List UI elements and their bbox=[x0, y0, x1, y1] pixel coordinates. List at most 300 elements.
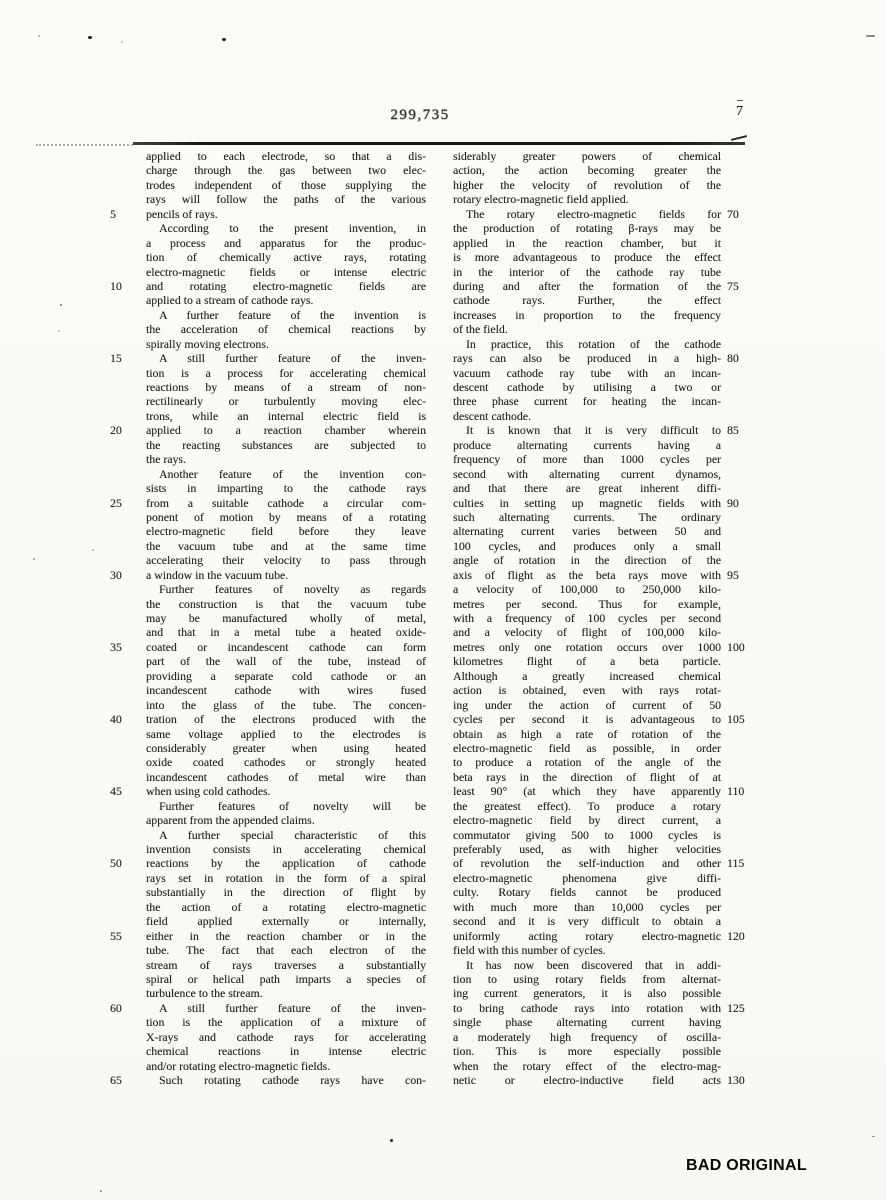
text-line bbox=[146, 582, 426, 596]
line-text: action is obtained, even with rays rotat- bbox=[453, 683, 721, 698]
line-text: uniformly acting rotary electro-magnetic bbox=[453, 928, 721, 943]
text-line bbox=[453, 799, 721, 813]
line-text: In practice, this rotation of the cathode bbox=[466, 336, 721, 351]
line-text: of the field. bbox=[453, 322, 508, 337]
line-text: such alternating currents. The ordinary bbox=[453, 509, 721, 524]
line-text: with a frequency of 100 cycles per second bbox=[453, 611, 721, 625]
line-text: invention consists in accelerating chemical bbox=[146, 842, 426, 856]
text-line bbox=[110, 423, 426, 438]
text-line bbox=[453, 380, 721, 394]
line-text: descent cathode by utilising a two or bbox=[453, 380, 721, 394]
line-text: culties in setting up magnetic fields with bbox=[453, 495, 721, 510]
text-line bbox=[146, 943, 426, 957]
line-number: 115 bbox=[727, 856, 745, 871]
line-text: angle of rotation in the direction of the bbox=[453, 553, 721, 568]
line-text: may be manufactured wholly of metal, bbox=[146, 611, 426, 625]
line-number: 65 bbox=[110, 1073, 122, 1087]
text-line bbox=[146, 481, 426, 495]
line-text: metres per second. Thus for example, bbox=[453, 596, 721, 611]
line-text: when the rotary effect of the electro-mag- bbox=[453, 1058, 721, 1073]
text-line bbox=[453, 1030, 721, 1044]
line-text: part of the wall of the tube, instead of bbox=[146, 654, 426, 669]
line-text: either in the reaction chamber or in the bbox=[146, 928, 426, 943]
line-number: 15 bbox=[110, 351, 122, 366]
line-text: spirally moving electrons. bbox=[146, 336, 269, 351]
text-line bbox=[146, 192, 426, 206]
text-line bbox=[146, 625, 426, 639]
line-text: tion of chemically active rays, rotating bbox=[146, 250, 426, 265]
line-text: A still further feature of the inven- bbox=[159, 1000, 426, 1015]
line-number: 20 bbox=[110, 423, 122, 438]
line-text: electro-magnetic phenomena give diffi- bbox=[453, 870, 721, 885]
text-line bbox=[146, 698, 426, 712]
text-line bbox=[146, 221, 426, 235]
print-speck bbox=[872, 1136, 875, 1137]
right-column bbox=[453, 149, 745, 1087]
text-line bbox=[146, 394, 426, 408]
line-text: the acceleration of chemical reactions by bbox=[146, 322, 426, 337]
line-text: The rotary electro-magnetic fields for bbox=[466, 206, 721, 221]
line-text: commutator giving 500 to 1000 cycles is bbox=[453, 827, 721, 842]
line-text: the vacuum tube and at the same time bbox=[146, 538, 426, 553]
line-number: 125 bbox=[727, 1000, 745, 1015]
line-text: spiral or helical path imparts a species of bbox=[146, 971, 426, 986]
line-text: and that there are great inherent diffi- bbox=[453, 481, 721, 496]
line-number: 60 bbox=[110, 1000, 122, 1015]
text-line bbox=[453, 597, 721, 611]
line-text: rays set in rotation in the form of a spiral bbox=[146, 870, 426, 885]
text-line bbox=[146, 1015, 426, 1029]
text-line bbox=[453, 423, 739, 438]
text-line bbox=[146, 366, 426, 380]
text-line bbox=[453, 1073, 745, 1087]
print-speck bbox=[58, 330, 60, 332]
text-line bbox=[146, 654, 426, 668]
line-text: field applied externally or internally, bbox=[146, 914, 426, 929]
text-line bbox=[453, 727, 721, 741]
text-line bbox=[453, 741, 721, 755]
text-line bbox=[110, 278, 426, 293]
text-line bbox=[110, 928, 426, 943]
line-text: and rotating electro-magnetic fields are bbox=[146, 278, 426, 293]
text-line bbox=[453, 236, 721, 250]
line-text: alternating current varies between 50 and bbox=[453, 524, 721, 539]
text-line bbox=[146, 236, 426, 250]
left-column bbox=[110, 149, 426, 1087]
line-text: of revolution the self-induction and other bbox=[453, 856, 721, 871]
line-text: tration of the electrons produced with the bbox=[146, 712, 426, 727]
line-text: Further features of novelty will be bbox=[159, 798, 426, 813]
line-number: 90 bbox=[727, 495, 739, 510]
text-line bbox=[453, 813, 721, 827]
print-speck bbox=[60, 304, 62, 306]
text-line bbox=[110, 495, 426, 510]
text-line bbox=[146, 539, 426, 553]
print-speck bbox=[121, 41, 123, 43]
patent-number: 299,735 bbox=[390, 107, 450, 123]
line-number: 75 bbox=[727, 278, 739, 293]
text-line bbox=[453, 366, 721, 380]
text-line bbox=[453, 308, 721, 322]
text-line bbox=[146, 265, 426, 279]
line-text: pencils of rays. bbox=[146, 206, 218, 221]
line-text: frequency of more than 1000 cycles per bbox=[453, 452, 721, 467]
line-text: cycles per second it is advantageous to bbox=[453, 712, 721, 727]
line-text: tion is the application of a mixture of bbox=[146, 1015, 426, 1030]
line-text: beta rays in the direction of flight of at bbox=[453, 769, 721, 784]
text-line bbox=[453, 683, 721, 697]
line-text: charge through the gas between two elec- bbox=[146, 163, 426, 178]
text-line bbox=[453, 1044, 721, 1058]
line-text: stream of rays traverses a substantially bbox=[146, 957, 426, 972]
line-text: same voltage applied to the electrodes is bbox=[146, 726, 426, 741]
line-text: 100 cycles, and produces only a small bbox=[453, 538, 721, 553]
line-text: field with this number of cycles. bbox=[453, 943, 606, 958]
line-text: ing under the action of current of 50 bbox=[453, 697, 721, 712]
text-line bbox=[146, 467, 426, 481]
line-text: the construction is that the vacuum tube bbox=[146, 596, 426, 611]
text-line bbox=[453, 654, 721, 668]
text-line bbox=[110, 351, 426, 366]
line-text: culty. Rotary fields cannot be produced bbox=[453, 885, 721, 900]
line-number: 40 bbox=[110, 712, 122, 727]
text-line bbox=[146, 149, 426, 163]
text-line bbox=[453, 770, 721, 784]
text-line bbox=[453, 582, 721, 596]
text-line bbox=[110, 1073, 426, 1087]
line-text: the rays. bbox=[146, 452, 186, 467]
text-line bbox=[146, 163, 426, 177]
text-line bbox=[146, 958, 426, 972]
line-number: 30 bbox=[110, 567, 122, 582]
text-line bbox=[453, 943, 721, 957]
text-line bbox=[146, 438, 426, 452]
text-line bbox=[146, 770, 426, 784]
text-line bbox=[146, 683, 426, 697]
line-text: It is known that it is very difficult to bbox=[466, 423, 721, 438]
line-text: accelerating their velocity to pass through bbox=[146, 553, 426, 568]
text-line bbox=[146, 293, 426, 307]
line-text: A further feature of the invention is bbox=[159, 307, 426, 322]
line-text: According to the present invention, in bbox=[159, 221, 426, 236]
text-line bbox=[146, 1059, 426, 1073]
line-text: X-rays and cathode rays for accelerating bbox=[146, 1029, 426, 1044]
line-text: higher the velocity of revolution of the bbox=[453, 177, 721, 192]
text-line bbox=[146, 885, 426, 899]
line-text: tion is a process for accelerating chemical bbox=[146, 365, 426, 380]
text-line bbox=[453, 337, 721, 351]
text-line bbox=[453, 163, 721, 177]
text-line bbox=[453, 611, 721, 625]
text-line bbox=[146, 611, 426, 625]
text-line bbox=[110, 1000, 426, 1015]
line-text: metres only one rotation occurs over 1000 bbox=[453, 639, 721, 654]
line-text: into the glass of the tube. The concen- bbox=[146, 697, 426, 712]
text-line bbox=[453, 885, 721, 899]
text-line bbox=[453, 972, 721, 986]
line-text: the production of rotating β-rays may be bbox=[453, 221, 721, 236]
line-number: 10 bbox=[110, 278, 122, 293]
line-text: the greatest effect). To produce a rotary bbox=[453, 798, 721, 813]
text-line bbox=[453, 828, 721, 842]
text-line bbox=[453, 278, 739, 293]
line-text: electro-magnetic field as possible, in order bbox=[453, 740, 721, 755]
line-text: rectilinearly or turbulently moving elec- bbox=[146, 394, 426, 409]
line-text: electro-magnetic field by direct current, a bbox=[453, 813, 721, 828]
text-line bbox=[146, 250, 426, 264]
text-line bbox=[453, 871, 721, 885]
text-line bbox=[453, 481, 721, 495]
print-speck bbox=[222, 38, 226, 41]
text-line bbox=[110, 784, 426, 799]
line-text: to produce a rotation of the angle of the bbox=[453, 755, 721, 770]
text-line bbox=[146, 409, 426, 423]
line-text: from a suitable cathode a circular com- bbox=[146, 495, 426, 510]
print-speck bbox=[38, 35, 40, 37]
text-line bbox=[146, 337, 426, 351]
line-number: 70 bbox=[727, 206, 739, 221]
line-text: apparent from the appended claims. bbox=[146, 813, 315, 828]
line-text: rays will follow the paths of the various bbox=[146, 192, 426, 207]
line-text: considerably greater when using heated bbox=[146, 740, 426, 755]
text-line bbox=[453, 1000, 745, 1015]
line-text: during and after the formation of the bbox=[453, 278, 721, 293]
line-text: to bring cathode rays into rotation with bbox=[453, 1000, 721, 1015]
line-text: kilometres flight of a beta particle. bbox=[453, 654, 721, 669]
text-line bbox=[453, 900, 721, 914]
line-text: coated or incandescent cathode can form bbox=[146, 639, 426, 654]
text-line bbox=[453, 265, 721, 279]
text-line bbox=[453, 394, 721, 408]
line-number: 5 bbox=[110, 206, 116, 221]
text-line bbox=[453, 625, 721, 639]
line-text: tion to using rotary fields from alternat- bbox=[453, 971, 721, 986]
text-line bbox=[146, 741, 426, 755]
line-text: three phase current for heating the incan- bbox=[453, 394, 721, 409]
line-text: tube. The fact that each electron of the bbox=[146, 943, 426, 958]
text-line bbox=[453, 669, 721, 683]
line-text: preferably used, as with higher velocities bbox=[453, 842, 721, 856]
line-text: electro-magnetic field before they leave bbox=[146, 524, 426, 539]
print-speck bbox=[33, 558, 35, 560]
text-line bbox=[453, 409, 721, 423]
print-speck bbox=[390, 1139, 393, 1142]
text-line bbox=[453, 149, 721, 163]
line-text: vacuum cathode ray tube with an incan- bbox=[453, 365, 721, 380]
line-text: a moderately high frequency of oscilla- bbox=[453, 1029, 721, 1044]
text-line bbox=[146, 1030, 426, 1044]
line-text: a process and apparatus for the produc- bbox=[146, 235, 426, 250]
line-text: netic or electro-inductive field acts bbox=[453, 1073, 721, 1087]
line-number: 25 bbox=[110, 495, 122, 510]
line-text: Another feature of the invention con- bbox=[159, 466, 426, 481]
line-text: action, the action becoming greater the bbox=[453, 163, 721, 178]
text-line bbox=[453, 755, 721, 769]
text-line bbox=[146, 900, 426, 914]
line-text: cathode rays. Further, the effect bbox=[453, 293, 721, 308]
text-line bbox=[453, 698, 721, 712]
header-rule-hook bbox=[731, 135, 747, 141]
text-line bbox=[146, 510, 426, 524]
text-line bbox=[453, 639, 745, 654]
line-number: 85 bbox=[727, 423, 739, 438]
text-line bbox=[453, 438, 721, 452]
line-text: Although a greatly increased chemical bbox=[453, 668, 721, 683]
line-text: Such rotating cathode rays have con- bbox=[159, 1073, 426, 1087]
line-text: is more advantageous to produce the effect bbox=[453, 250, 721, 265]
line-text: the action of a rotating electro-magnetic bbox=[146, 899, 426, 914]
text-line bbox=[453, 567, 739, 582]
text-line bbox=[453, 539, 721, 553]
line-text: A still further feature of the inven- bbox=[159, 351, 426, 366]
text-line bbox=[453, 958, 721, 972]
text-line bbox=[453, 192, 721, 206]
text-line bbox=[453, 293, 721, 307]
text-line bbox=[453, 351, 739, 366]
text-line bbox=[146, 524, 426, 538]
line-number: 100 bbox=[727, 639, 745, 654]
text-line bbox=[453, 1015, 721, 1029]
line-text: siderably greater powers of chemical bbox=[453, 149, 721, 163]
page-number: 7 bbox=[736, 104, 743, 119]
text-line bbox=[453, 842, 721, 856]
line-text: trons, while an internal electric field is bbox=[146, 408, 426, 423]
text-line bbox=[453, 928, 745, 943]
line-text: with much more than 10,000 cycles per bbox=[453, 899, 721, 914]
line-text: a window in the vacuum tube. bbox=[146, 567, 289, 582]
text-line bbox=[146, 813, 426, 827]
line-text: ponent of motion by means of a rotating bbox=[146, 509, 426, 524]
line-text: Further features of novelty as regards bbox=[159, 582, 426, 597]
text-line bbox=[453, 1059, 721, 1073]
line-text: trodes independent of those supplying the bbox=[146, 177, 426, 192]
line-text: incandescent cathodes of metal wire than bbox=[146, 769, 426, 784]
line-text: second with alternating current dynamos, bbox=[453, 466, 721, 481]
line-text: and that in a metal tube a heated oxide- bbox=[146, 625, 426, 640]
line-text: sists in imparting to the cathode rays bbox=[146, 481, 426, 496]
line-text: applied to a reaction chamber wherein bbox=[146, 423, 426, 438]
text-line bbox=[146, 727, 426, 741]
text-line bbox=[453, 914, 721, 928]
line-number: 55 bbox=[110, 928, 122, 943]
line-text: least 90° (at which they have apparently bbox=[453, 784, 721, 799]
line-text: second and it is very difficult to obtain a bbox=[453, 914, 721, 929]
text-line bbox=[453, 452, 721, 466]
line-number: 120 bbox=[727, 928, 745, 943]
line-number: 105 bbox=[727, 712, 745, 727]
line-number: 45 bbox=[110, 784, 122, 799]
line-text: a velocity of 100,000 to 250,000 kilo- bbox=[453, 582, 721, 597]
line-text: chemical reactions in intense electric bbox=[146, 1044, 426, 1059]
line-text: rays can also be produced in a high- bbox=[453, 351, 721, 366]
line-text: obtain as high a rate of rotation of the bbox=[453, 726, 721, 741]
line-number: 95 bbox=[727, 567, 739, 582]
line-text: applied in the reaction chamber, but it bbox=[453, 235, 721, 250]
text-line bbox=[146, 1044, 426, 1058]
line-text: applied to a stream of cathode rays. bbox=[146, 293, 314, 308]
line-text: reactions by the application of cathode bbox=[146, 856, 426, 871]
line-text: substantially in the direction of flight by bbox=[146, 885, 426, 900]
text-line bbox=[453, 221, 721, 235]
text-line bbox=[453, 178, 721, 192]
line-number: 110 bbox=[727, 784, 745, 799]
text-line bbox=[453, 322, 721, 336]
text-line bbox=[146, 322, 426, 336]
bad-original-stamp: BAD ORIGINAL bbox=[686, 1157, 807, 1174]
line-text: produce alternating currents having a bbox=[453, 437, 721, 452]
text-line bbox=[110, 206, 426, 221]
print-speck bbox=[866, 35, 875, 37]
text-line bbox=[146, 799, 426, 813]
text-line bbox=[146, 755, 426, 769]
text-line bbox=[453, 784, 745, 799]
line-text: reactions by means of a stream of non- bbox=[146, 380, 426, 394]
line-text: single phase alternating current having bbox=[453, 1015, 721, 1030]
line-text: turbulence to the stream. bbox=[146, 986, 263, 1001]
line-text: axis of flight as the beta rays move with bbox=[453, 567, 721, 582]
line-text: tion. This is more especially possible bbox=[453, 1044, 721, 1059]
text-line bbox=[146, 553, 426, 567]
text-line bbox=[146, 914, 426, 928]
text-line bbox=[110, 567, 426, 582]
line-text: when using cold cathodes. bbox=[146, 784, 271, 799]
text-line bbox=[453, 856, 745, 871]
print-speck bbox=[88, 36, 92, 39]
text-line bbox=[453, 986, 721, 1000]
line-text: electro-magnetic fields or intense electric bbox=[146, 264, 426, 279]
print-speck bbox=[100, 1190, 102, 1192]
line-text: and a velocity of flight of 100,000 kilo- bbox=[453, 625, 721, 640]
text-line bbox=[146, 178, 426, 192]
line-text: in the interior of the cathode ray tube bbox=[453, 264, 721, 279]
print-speck bbox=[92, 549, 94, 551]
text-line bbox=[146, 452, 426, 466]
text-line bbox=[146, 308, 426, 322]
line-text: and/or rotating electro-magnetic fields. bbox=[146, 1058, 331, 1073]
text-line bbox=[146, 828, 426, 842]
text-line bbox=[453, 467, 721, 481]
line-text: the reacting substances are subjected to bbox=[146, 437, 426, 452]
line-text: It has now been discovered that in addi- bbox=[466, 957, 721, 972]
text-line bbox=[453, 553, 721, 567]
text-line bbox=[146, 972, 426, 986]
line-text: ing current generators, it is also possible bbox=[453, 986, 721, 1001]
line-number: 35 bbox=[110, 639, 122, 654]
text-line bbox=[146, 380, 426, 394]
line-text: descent cathode. bbox=[453, 408, 531, 423]
line-text: increases in proportion to the frequency bbox=[453, 307, 721, 322]
text-line bbox=[453, 712, 745, 727]
line-text: oxide coated cathodes or strongly heated bbox=[146, 755, 426, 770]
text-line bbox=[110, 639, 426, 654]
line-text: providing a separate cold cathode or an bbox=[146, 668, 426, 683]
text-line bbox=[146, 871, 426, 885]
text-line bbox=[146, 669, 426, 683]
text-line bbox=[110, 712, 426, 727]
text-line bbox=[110, 856, 426, 871]
text-line bbox=[453, 510, 721, 524]
text-line bbox=[146, 597, 426, 611]
text-line bbox=[453, 250, 721, 264]
line-text: applied to each electrode, so that a dis- bbox=[146, 149, 426, 163]
line-text: incandescent cathode with wires fused bbox=[146, 683, 426, 698]
line-text: A further special characteristic of this bbox=[159, 827, 426, 842]
line-text: rotary electro-magnetic field applied. bbox=[453, 192, 629, 207]
line-number: 130 bbox=[727, 1073, 745, 1087]
header-rule bbox=[133, 142, 745, 145]
line-number: 80 bbox=[727, 351, 739, 366]
text-line bbox=[453, 524, 721, 538]
